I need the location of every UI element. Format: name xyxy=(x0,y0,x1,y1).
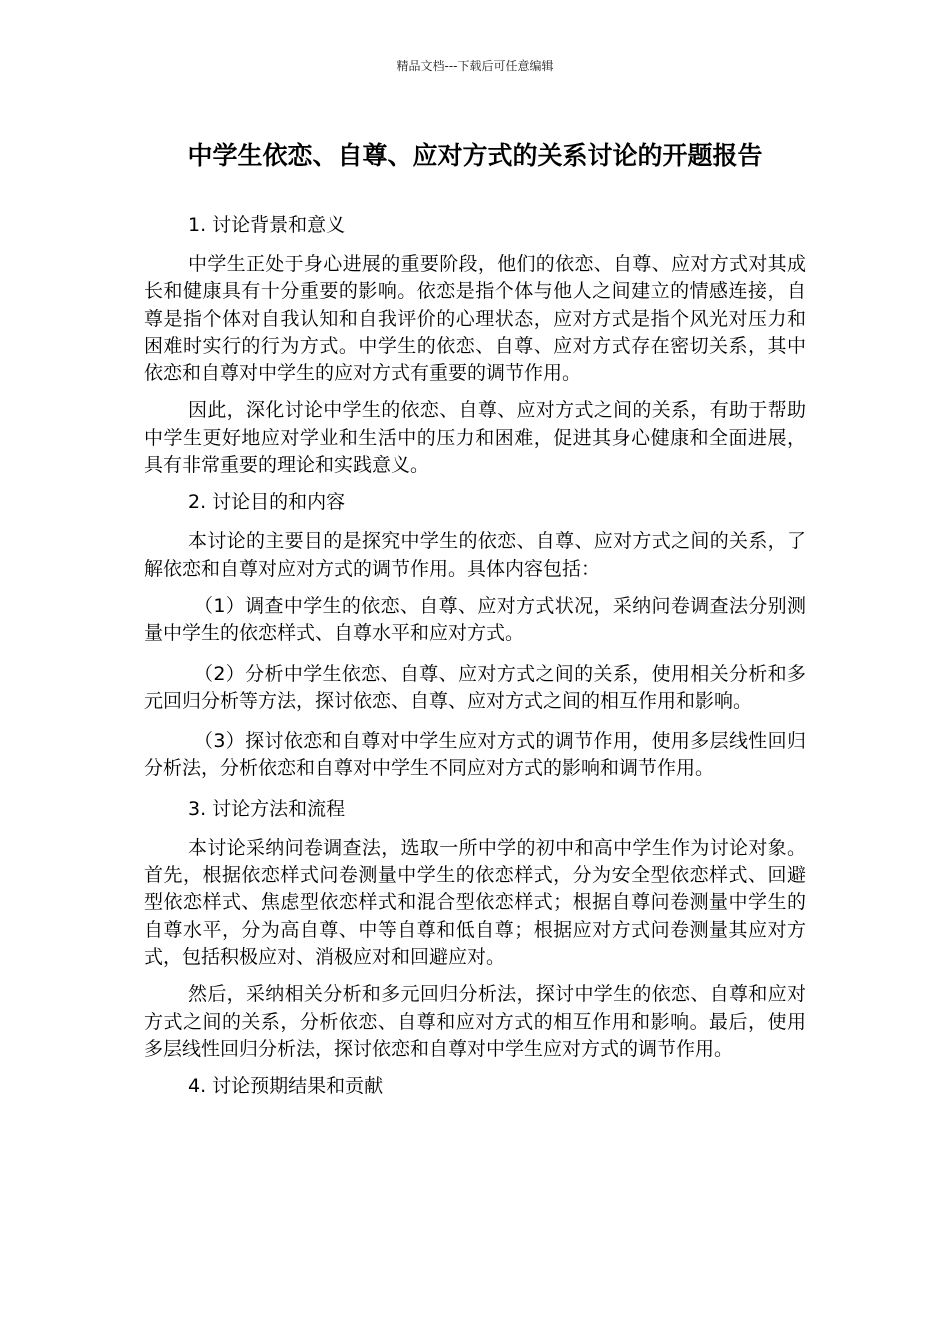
section-heading: 3. 讨论方法和流程 xyxy=(188,797,346,820)
paragraph: 本讨论的主要目的是探究中学生的依恋、自尊、应对方式之间的关系，了解依恋和自尊对应对方式的调节作用。具体内容包括： xyxy=(144,530,806,580)
list-item: （3）探讨依恋和自尊对中学生应对方式的调节作用，使用多层线性回归分析法，分析依恋和自尊对中学生不同应对方式的影响和调节作用。 xyxy=(144,730,806,780)
paragraph: 本讨论采纳问卷调查法，选取一所中学的初中和高中学生作为讨论对象。首先，根据依恋样式问卷测量中学生的依恋样式，分为安全型依恋样式、回避型依恋样式、焦虑型依恋样式和混合型依恋样式；根据自尊问卷测量中学生的自尊水平，分为高自尊、中等自尊和低自尊；根据应对方式问卷测量其应对方式，包括积极应对、消极应对和回避应对。 xyxy=(144,836,806,968)
list-item: （1）调查中学生的依恋、自尊、应对方式状况，采纳问卷调查法分别测量中学生的依恋样式、自尊水平和应对方式。 xyxy=(144,594,806,645)
header-note: 精品文档---下载后可任意编辑 xyxy=(396,59,554,73)
list-item: （2）分析中学生依恋、自尊、应对方式之间的关系，使用相关分析和多元回归分析等方法，探讨依恋、自尊、应对方式之间的相互作用和影响。 xyxy=(144,662,806,712)
paragraph: 中学生正处于身心进展的重要阶段，他们的依恋、自尊、应对方式对其成长和健康具有十分重要的影响。依恋是指个体与他人之间建立的情感连接，自尊是指个体对自我认知和自我评价的心理状态，应对方式是指个风光对压力和困难时实行的行为方式。中学生的依恋、自尊、应对方式存在密切关系，其中依恋和自尊对中学生的应对方式有重要的调节作用。 xyxy=(144,253,806,385)
document-body xyxy=(144,212,806,1112)
section-4 xyxy=(144,1073,806,1100)
section-3 xyxy=(144,796,806,1063)
section-2 xyxy=(144,489,806,782)
document-title: 中学生依恋、自尊、应对方式的关系讨论的开题报告 xyxy=(187,141,763,170)
paragraph: 然后，采纳相关分析和多元回归分析法，探讨中学生的依恋、自尊和应对方式之间的关系，分析依恋、自尊和应对方式的相互作用和影响。最后，使用多层线性回归分析法，探讨依恋和自尊对中学生应对方式的调节作用。 xyxy=(144,983,806,1060)
paragraph: 因此，深化讨论中学生的依恋、自尊、应对方式之间的关系，有助于帮助中学生更好地应对学业和生活中的压力和困难，促进其身心健康和全面进展，具有非常重要的理论和实践意义。 xyxy=(144,399,806,477)
section-heading: 4. 讨论预期结果和贡献 xyxy=(188,1075,384,1098)
section-1 xyxy=(144,212,806,479)
section-heading: 2. 讨论目的和内容 xyxy=(188,491,346,514)
section-heading: 1. 讨论背景和意义 xyxy=(188,214,346,236)
